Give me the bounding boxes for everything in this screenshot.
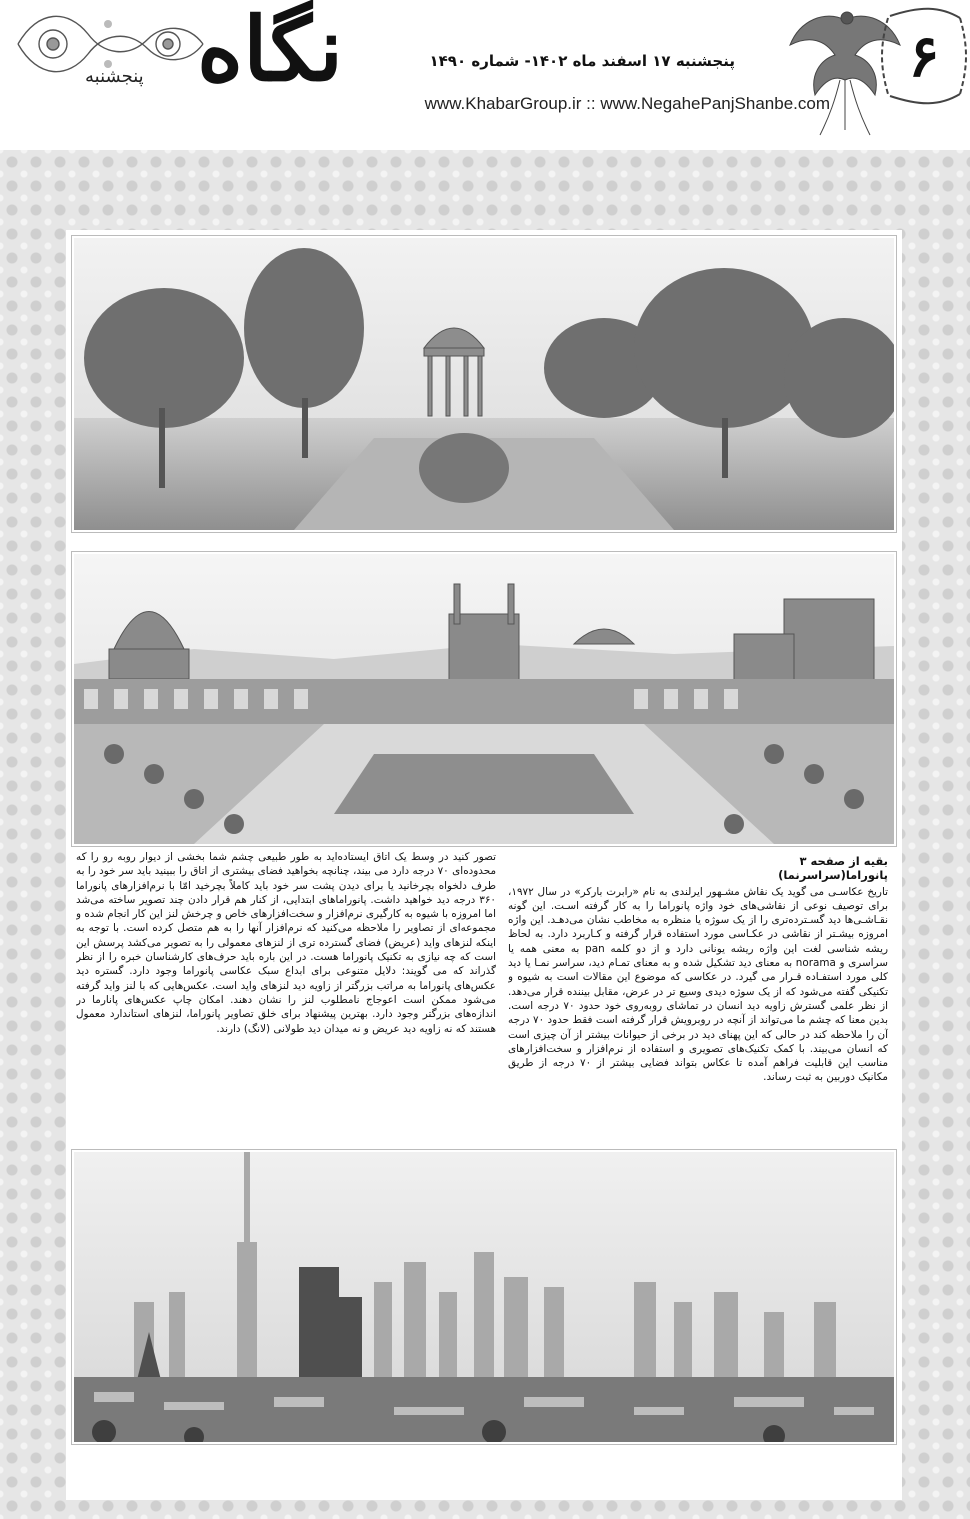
svg-text:نگاه: نگاه bbox=[196, 0, 344, 101]
masthead-logo bbox=[95, 0, 345, 110]
city-skyline-photo bbox=[72, 1150, 896, 1444]
garden-panorama-photo bbox=[72, 236, 896, 532]
page-number-badge bbox=[880, 6, 968, 106]
article-left-column bbox=[76, 850, 496, 1140]
page-number: ۶ bbox=[908, 22, 940, 90]
masthead bbox=[0, 0, 970, 140]
article-title: پانوراما(سراسرنما) bbox=[778, 868, 888, 883]
continued-from-label: بقیه از صفحه ۳ bbox=[799, 854, 888, 868]
issue-date-line: پنجشنبه ۱۷ اسفند ماه ۱۴۰۲- شماره ۱۴۹۰ bbox=[429, 52, 735, 70]
masthead-subtitle: پنجشنبه bbox=[85, 66, 144, 87]
website-line: www.KhabarGroup.ir :: www.NegahePanjShanbe.com bbox=[424, 94, 830, 113]
square-panorama-photo bbox=[72, 552, 896, 846]
article-left-text: تصور کنید در وسط یک اتاق ایستاده‌اید به طور طبیعی چشم شما بخشی از دیوار روبه رو را که محدوده‌ای ۷۰ درجه دارد می بیند، چنانچه بخواهید فضای بیشتری از اتاق را ببینید باید سر خود را به طرف دلخواه بچرخانید یا برای دیدن پشت سر خود باید کاملاً بچرخید امّا با نرم‌افزارهای پانوراما ۳۶۰ درجه دید خواهید داشت. پانوراماهای ابتدایی، از کنار هم قرار دادن چند تصویر ساخته می‌شد اما امروزه با شیوه به کارگیری نرم‌افزار و سخت‌افزارهای خاص و چرخش لنز این کار انجام شده و مجموعه‌ای از تصاویر را ملاحظه می‌کنید که نرم‌افزار آنها را به هم متصل کرده است. با توجه به اینکه لنزهای واید (عریض) فضای گسترده تری از لنزهای معمولی را به تصویر می‌کشد پرسش این است که چه نیازی به تکنیک پانوراما هست. در این باره باید حرف‌های کارشناسان خبره را از نظر گذراند که می گویند: دلایل متنوعی برای ابداع سبک عکاسی پانوراما وجود دارد. گستره دید عکس‌های پانوراما به مراتب بزرگتر از زاویه دید لنزهای واید است. عکس‌هایی که با لنز واید گرفته می‌شود ممکن است اعوجاج نامطلوب لنز را نشان دهند. امکان چاپ عکس‌های پانارما در اندازه‌های بزرگتر وجود دارد. بهترین پیشنهاد برای خلق تصاویر پانوراما، لنزهای استاندارد معمول هستند که نه زاویه دید عریض و نه میدان دید طولانی (لانگ) دارند. bbox=[76, 851, 496, 1035]
article-right-text: تاریخ عکاسـی می گوید یک نقاش مشـهور ایرلندی به نام «رابرت بارکر» در سال ۱۹۷۲، برای توصیف نوعی از نقاشی‌های خود واژه پانوراما را به کار گرفته اسـت. این گونه نقـاشـی‌ها دید گسـترده‌تری را از یک سوژه یا منظره به مخاطب نشان می‌دهـد. این واژه امروزه بیشـتر از نقاشی در عکـاسی مورد استفاده قرار گرفته و کـاربرد دارد. به لحاظ ریشه شناسی لغت این واژه ریشه یونانی دارد و از دو کلمه pan به معنی همه یا سراسری و norama به معنای دید تشکیل شده و به معنای تمـام دید، سراسر نمـا یا دید کلی مورد استفـاده قـرار می گیرد. در عکاسی که موضوع این مقالات است به شیوه و تکنیکی گفته می‌شود که از یک سوژه دیدی وسیع تر در عرض، مقابل بیننده قرار می‌دهد. از نظر علمی گسترش زاویه دید انسان در تماشای روبه‌روی خود حدود ۷۰ درجه است. بدین معنا که چشم ما می‌تواند از آنچه در روبرویش قرار گرفته است فقط حدود ۷۰ درجه آن را ملاحظه کند در حالی که این پهنای دید در برخی از حیوانات بیشتر از آن چیزی است که انسان می‌بیند. با کمک تکنیک‌های تصویری و استفاده از نرم‌افزار و سخت‌افزارهای مناسب این قابلیت فراهم آمده تا عکاس بتواند فضایی بیشتر از ۷۰ درجه از طریق مکانیک دوربین به ثبت رساند. bbox=[508, 885, 888, 1084]
article-right-column bbox=[508, 850, 888, 1140]
